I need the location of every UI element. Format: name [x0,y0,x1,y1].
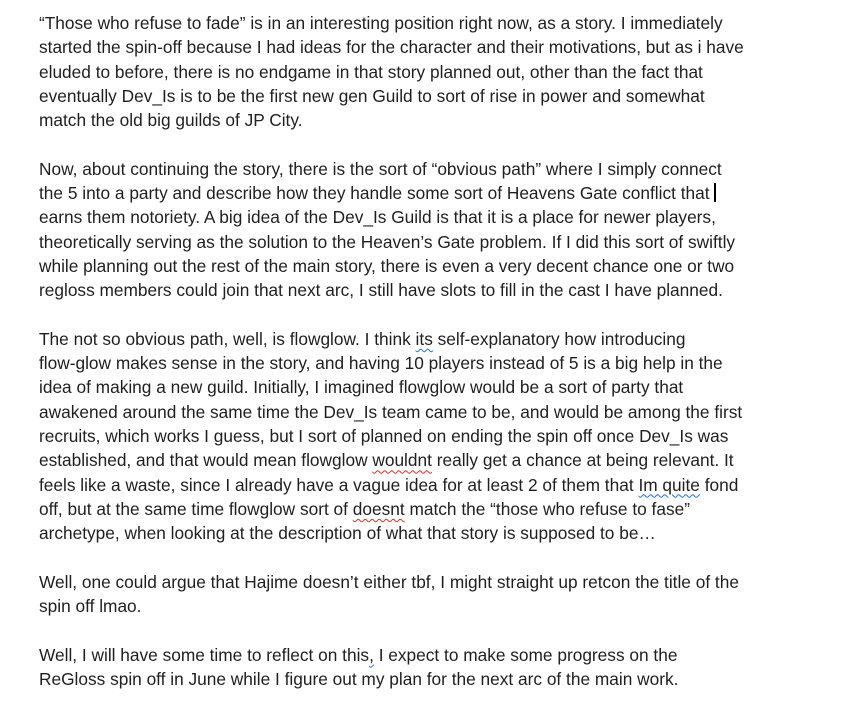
paragraph-5[interactable] [39,643,799,692]
text-run: earns them notoriety. A big idea of the Dev_Is Guild is that it is a place for newer players, [39,207,716,228]
text-line[interactable] [39,60,799,84]
text-run: eluded to before, there is no endgame in that story planned out, other than the fact that [39,61,703,82]
text-line[interactable] [39,521,799,545]
text-run: established, and that would mean flowglow [39,450,373,471]
text-run: off, but at the same time flowglow sort of [39,498,353,519]
text-line[interactable] [39,497,799,521]
text-run: ReGloss spin off in June while I figure out my plan for the next arc of the main work. [39,669,679,690]
text-line[interactable] [39,570,799,594]
text-run: the 5 into a party and describe how they handle some sort of Heavens Gate conflict that [39,183,710,204]
text-run: match the old big guilds of JP City. [39,110,303,131]
document-body[interactable] [39,11,799,716]
grammar-suggestion-word[interactable]: , [369,644,374,665]
text-line[interactable] [39,108,799,132]
text-run: while planning out the rest of the main story, there is even a very decent chance one or two [39,255,735,276]
text-line[interactable] [39,230,799,254]
text-run: recruits, which works I guess, but I sort of planned on ending the spin off once Dev_Is was [39,426,729,447]
text-run: self-explanatory how introducing [432,328,686,349]
text-run: fond [699,474,739,495]
text-run: The not so obvious path, well, is flowglow. I think [39,328,416,349]
spelling-error-word[interactable]: wouldnt [372,450,432,471]
grammar-suggestion-word[interactable]: Im quite [638,474,700,495]
text-line[interactable] [39,375,799,399]
text-run: Well, I will have some time to reflect on this [39,644,370,665]
text-run: Well, one could argue that Hajime doesn’t either tbf, I might straight up retcon the title of the [39,571,739,592]
text-run: theoretically serving as the solution to the Heaven’s Gate problem. If I did this sort of swiftly [39,231,736,252]
text-line[interactable] [39,400,799,424]
text-line[interactable] [39,424,799,448]
text-line[interactable] [39,11,799,35]
text-run: archetype, when looking at the description of what that story is supposed to be… [39,523,656,544]
paragraph-3[interactable] [39,327,799,546]
text-run: awakened around the same time the Dev_Is team came to be, and would be among the first [39,401,743,422]
text-line[interactable] [39,327,799,351]
text-line[interactable] [39,254,799,278]
text-line[interactable] [39,35,799,59]
text-line[interactable] [39,205,799,229]
paragraph-4[interactable] [39,570,799,619]
text-run: match the “those who refuse to fase” [404,498,690,519]
text-cursor [714,183,716,202]
text-run: really get a chance at being relevant. It [431,450,734,471]
text-run: regloss members could join that next arc, I still have slots to fill in the cast I have planned. [39,280,723,301]
text-line[interactable] [39,181,799,205]
text-run: I expect to make some progress on the [373,644,678,665]
text-line[interactable] [39,84,799,108]
text-line[interactable] [39,594,799,618]
paragraph-1[interactable] [39,11,799,132]
text-line[interactable] [39,157,799,181]
text-run: idea of making a new guild. Initially, I imagined flowglow would be a sort of party that [39,377,684,398]
text-run: “Those who refuse to fade” is in an interesting position right now, as a story. I immediately [39,13,723,33]
text-run: spin off lmao. [39,596,142,617]
text-run: flow-glow makes sense in the story, and having 10 players instead of 5 is a big help in the [39,353,723,374]
text-line[interactable] [39,351,799,375]
text-run: eventually Dev_Is is to be the first new gen Guild to sort of rise in power and somewhat [39,85,705,106]
text-run: Now, about continuing the story, there is the sort of “obvious path” where I simply connect [39,158,722,179]
text-line[interactable] [39,643,799,667]
text-run: started the spin-off because I had ideas for the character and their motivations, but as i have [39,37,744,58]
grammar-suggestion-word[interactable]: its [415,328,433,349]
text-line[interactable] [39,278,799,302]
spelling-error-word[interactable]: doesnt [352,498,405,519]
text-line[interactable] [39,473,799,497]
text-line[interactable] [39,667,799,691]
paragraph-2[interactable] [39,157,799,303]
text-line[interactable] [39,448,799,472]
text-run: feels like a waste, since I already have a vague idea for at least 2 of them that [39,474,639,495]
